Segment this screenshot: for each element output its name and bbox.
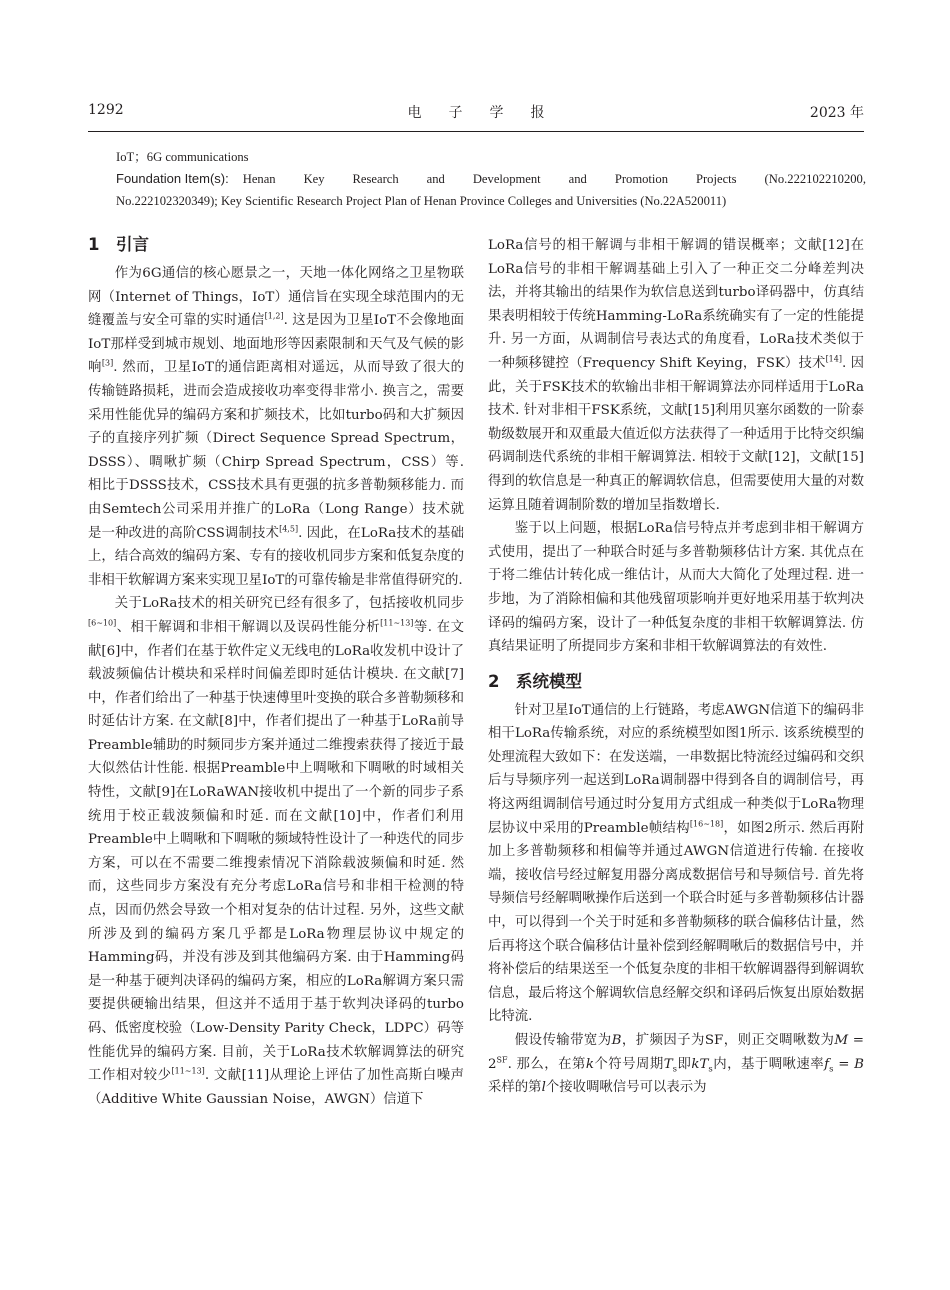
math-var: B bbox=[854, 1056, 864, 1072]
text-run: 、相干解调和非相干解调以及误码性能分析 bbox=[116, 619, 381, 635]
foundation-line bbox=[116, 168, 866, 190]
model-paragraph-1 bbox=[488, 699, 864, 1029]
section-2-title: 系统模型 bbox=[516, 671, 582, 691]
citation: [16~18] bbox=[689, 819, 724, 829]
foundation-text-1: Henan Key Research and Development and Promotion Projects (No.222102210200, bbox=[242, 172, 866, 186]
header-rule bbox=[88, 131, 864, 132]
citation: [3] bbox=[101, 358, 114, 368]
intro-paragraph-2 bbox=[88, 592, 464, 1111]
section-1-heading bbox=[88, 232, 464, 258]
intro-paragraph-2-continued bbox=[488, 234, 864, 517]
keywords-tail: IoT；6G communications bbox=[116, 150, 249, 164]
text-run: 关于LoRa技术的相关研究已经有很多了，包括接收机同步 bbox=[114, 596, 464, 612]
text-run: 采样的第 bbox=[488, 1080, 542, 1096]
foundation-block bbox=[116, 146, 866, 212]
math-var: kT bbox=[691, 1056, 709, 1072]
text-run: 针对卫星IoT通信的上行链路，考虑AWGN信道下的编码非相干LoRa传输系统，对应的系统模型如图1所示. 该系统模型的处理流程大致如下：在发送端，一串数据比特流经过编码和交织后与导频序列一起送到LoRa调制器中得到各自的调制信号，再将这两组调制信号通过时分复用方式组成一种类似于LoRa物理层协议中采用的Preamble帧结构 bbox=[488, 702, 864, 836]
math-var: T bbox=[663, 1056, 673, 1072]
citation: [4,5] bbox=[279, 524, 299, 534]
text-run: . 那么，在第 bbox=[507, 1056, 586, 1072]
publication-year: 2023 年 bbox=[809, 105, 864, 121]
text-run: 个接收啁啾信号可以表示为 bbox=[545, 1080, 707, 1096]
foundation-text-2: No.222102320349); Key Scientific Research Project Plan of Henan Province Colleges and Universities (No.22A520011) bbox=[116, 194, 727, 208]
math-var: f bbox=[824, 1056, 830, 1072]
citation: [14] bbox=[825, 354, 842, 364]
text-run: 作为6G通信的核心愿景之一，天地一体化网络之卫星物联网（Internet of Things，IoT）通信旨在实现全球范围内的无缝覆盖与安全可靠的实时通信 bbox=[88, 266, 464, 329]
section-2-heading bbox=[488, 669, 864, 695]
citation: [1,2] bbox=[264, 311, 284, 321]
text-run: 等. 在文献[6]中，作者们在基于软件定义无线电的LoRa收发机中设计了载波频偏估计模块和采样时间偏差即时延估计模块. 在文献[7]中，作者们给出了一种基于快速傅里叶变换的联合多普勒频移和时延估计方案. 在文献[8]中，作者们提出了一种基于LoRa前导Preamble辅助的时频同步方案并通过二维搜索获得了接近于最大似然估计性能. 根据Preamble中上啁啾和下啁啾的时域相关特性，文献[9]在LoRaWAN接收机中提出了一个新的同步子系统用于校正载波频偏和时延. 而在文献[10]中，作者们利用Preamble中上啁啾和下啁啾的频域特性设计了一种迭代的同步方案，可以在不需要二维搜索情况下消除载波频偏和时延. 然而，这些同步方案没有充分考虑LoRa信号和非相干检测的特点，因而仍然会导致一个相对复杂的估计过程. 另外，这些文献所涉及到的编码方案几乎都是LoRa物理层协议中规定的Hamming码，并没有涉及到其他编码方案. 由于Hamming码是一种基于硬判决译码的编码方案，相应的LoRa解调方案只需要提供硬输出结果，但这并不适用于基于软判决译码的turbo码、低密度校验（Low-Density Parity Check，LDPC）码等性能优异的编码方案. 目前，关于LoRa技术软解调算法的研究工作相对较少 bbox=[88, 619, 464, 1084]
section-1-number: 1 bbox=[88, 235, 100, 254]
text-run: . 这是因为卫星IoT不会像地面IoT那样受到城市规划、地面地形等因素限制和天气及气候的影响 bbox=[88, 313, 465, 376]
foundation-label: Foundation Item(s): bbox=[116, 171, 229, 186]
citation: [11~13] bbox=[171, 1066, 205, 1076]
section-1-title: 引言 bbox=[116, 235, 149, 254]
right-column bbox=[488, 234, 864, 1100]
journal-title: 电子学报 bbox=[407, 105, 572, 121]
text-run: . 因此，关于FSK技术的软输出非相干解调算法亦同样适用于LoRa技术. 针对非相干FSK系统，文献[15]利用贝塞尔函数的一阶泰勒级数展开和双重最大值近似方法获得了一种适用于比特交织编码调制迭代系统的非相干解调算法. 相较于文献[12]，文献[15]得到的软信息是一种真正的解调软信息，但需要使用大量的对数运算且随着调制阶数的增加呈指数增长. bbox=[488, 355, 865, 513]
text-run: ，扩频因子为SF，则正交啁啾数为 bbox=[621, 1033, 835, 1048]
math-exponent: SF bbox=[496, 1055, 508, 1065]
text-run: = bbox=[833, 1056, 855, 1072]
text-run: 假设传输带宽为 bbox=[514, 1033, 612, 1048]
citation: [11~13] bbox=[380, 618, 414, 628]
section-2-number: 2 bbox=[488, 671, 500, 691]
math-var: M bbox=[834, 1033, 849, 1048]
math-subscript: s bbox=[708, 1064, 713, 1075]
intro-paragraph-3: 鉴于以上问题，根据LoRa信号特点并考虑到非相干解调方式使用，提出了一种联合时延与多普勒频移估计方案. 其优点在于将二维估计转化成一维估计，从而大大简化了处理过程. 进一步地，为了消除相偏和其他残留项影响并更好地采用基于软判决译码的编码方案，设计了一种低复杂度的非相干软解调算法. 仿真结果证明了所提同步方案和非相干软解调算法的有效性. bbox=[488, 521, 864, 655]
text-run: 内，基于啁啾速率 bbox=[712, 1056, 825, 1072]
math-subscript: s bbox=[829, 1064, 834, 1075]
text-run: . 文献[11]从理论上评估了加性高斯白噪声（Additive White Gaussian Noise，AWGN）信道下 bbox=[88, 1068, 465, 1107]
citation: [6~10] bbox=[88, 618, 117, 628]
text-run: 个符号周期 bbox=[593, 1056, 664, 1072]
text-run: ，如图2所示. 然后再附加上多普勒频移和相偏等并通过AWGN信道进行传输. 在接收端，接收信号经过解复用器分离成数据信号和导频信号. 首先将导频信号经解啁啾操作后送到一个联合时延与多普勒频移估计器中，可以得到一个关于时延和多普勒频移的联合偏移估计量，然后再将这个联合偏移估计量补偿到经解啁啾后的数据信号中，并将补偿后的结果送至一个低复杂度的非相干软解调器得到解调软信息，最后将这个解调软信息经解交织和译码后恢复出原始数据比特流. bbox=[488, 820, 864, 1025]
text-run: . 因此，在LoRa技术的基础上，结合高效的编码方案、专有的接收机同步方案和低复杂度的非相干软解调方案来实现卫星IoT的可靠传输是非常值得研究的. bbox=[88, 525, 464, 588]
intro-paragraph-1 bbox=[88, 262, 464, 592]
text-run: = 2 bbox=[488, 1033, 864, 1072]
math-var: B bbox=[611, 1033, 622, 1048]
text-run: LoRa信号的相干解调与非相干解调的错误概率；文献[12]在LoRa信号的非相干解调基础上引入了一种正交二分峰差判决法，并将其输出的结果作为软信息送到turbo译码器中，仿真结果表明相较于传统Hamming-LoRa系统确实有了一定的性能提升. 另一方面，从调制信号表达式的角度看，LoRa技术类似于一种频移键控（Frequency Shift Keying，FSK）技术 bbox=[488, 238, 864, 371]
model-paragraph-2 bbox=[488, 1029, 864, 1100]
math-var: l bbox=[541, 1080, 546, 1096]
text-run: . 然而，卫星IoT的通信距离相对遥远，从而导致了很大的传输链路损耗，进而会造成接收功率变得非常小. 换言之，需要采用性能优异的编码方案和扩频技术，比如turbo码和大扩频因子的直接序列扩频（Direct Sequence Spread Spectrum，DSSS）、啁啾扩频（Chirp Spread Spectrum，CSS）等. 相比于DSSS技术，CSS技术具有更强的抗多普勒频移能力. 而由Semtech公司采用并推广的LoRa（Long Range）技术就是一种改进的高阶CSS调制技术 bbox=[88, 360, 464, 541]
math-subscript: s bbox=[672, 1064, 678, 1075]
page-number: 1292 bbox=[88, 102, 124, 118]
text-run: 即 bbox=[677, 1056, 692, 1072]
math-var: k bbox=[585, 1056, 594, 1072]
running-header bbox=[88, 102, 864, 124]
left-column bbox=[88, 232, 464, 1111]
